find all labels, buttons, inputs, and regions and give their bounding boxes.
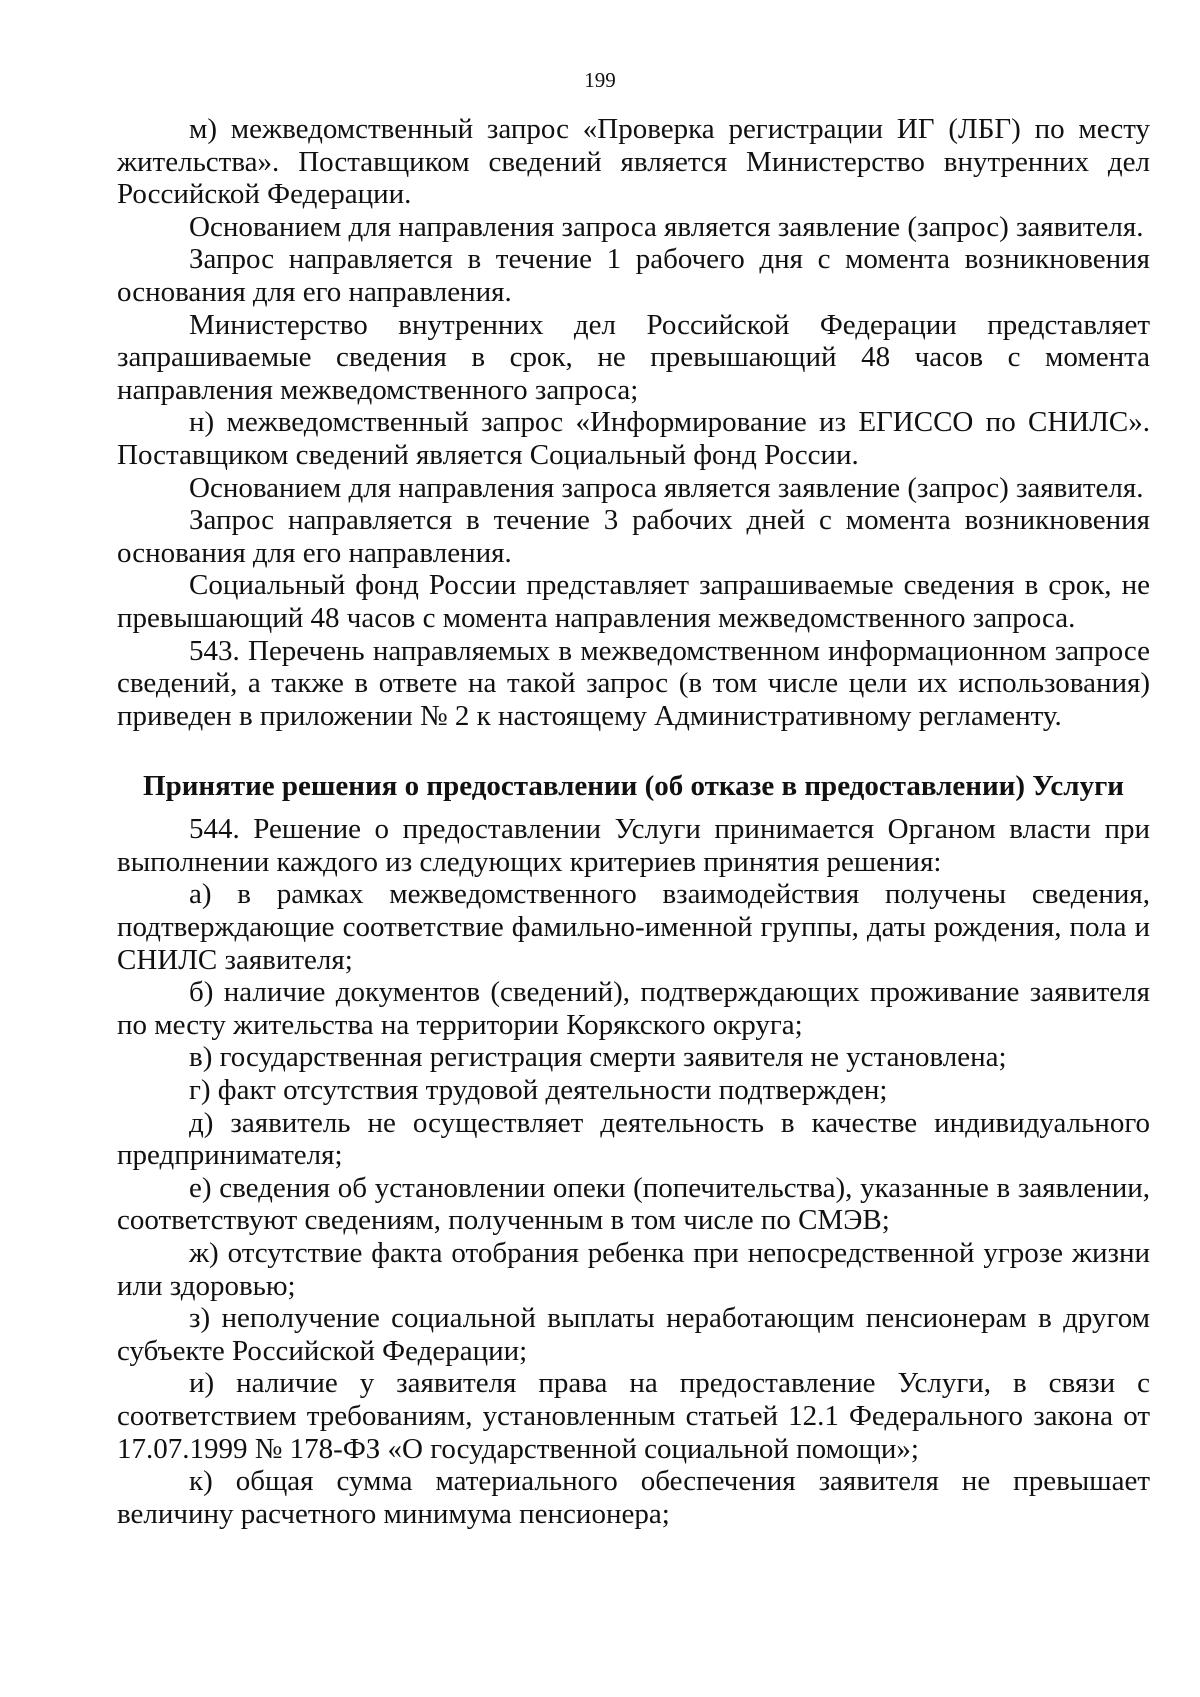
paragraph-basis-m: Основанием для направления запроса является заявление (запрос) заявителя. [189,210,1144,243]
paragraph-item-n: н) межведомственный запрос «Информирование из ЕГИССО по СНИЛС». Поставщиком сведений является Социальный фонд России. [117,406,1150,471]
criterion-e: е) сведения об установлении опеки (попечительства), указанные в заявлении, соответствуют сведениям, полученным в том числе по СМЭВ; [117,1171,1150,1237]
criterion-zh: ж) отсутствие факта отобрания ребенка при непосредственной угрозе жизни или здоровью; [117,1237,1150,1302]
criterion-v: в) государственная регистрация смерти заявителя не установлена; [189,1041,1007,1074]
criterion-b: б) наличие документов (сведений), подтверждающих проживание заявителя по месту жительства на территории Корякского округа; [117,976,1150,1041]
paragraph-544: 544. Решение о предоставлении Услуги принимается Органом власти при выполнении каждого из следующих критериев принятия решения: [117,813,1150,878]
paragraph-543: 543. Перечень направляемых в межведомственном информационном запросе сведений, а также в ответе на такой запрос (в том числе цели их использования) приведен в приложении № 2 к настоящему Административному регламенту. [117,634,1150,732]
paragraph-item-m: м) межведомственный запрос «Проверка регистрации ИГ (ЛБГ) по месту жительства». Поставщиком сведений является Министерство внутренних дел Российской Федерации. [117,113,1150,211]
paragraph-response-n: Социальный фонд России представляет запрашиваемые сведения в срок, не превышающий 48 часов с момента направления межведомственного запроса. [117,569,1150,634]
page-number: 199 [584,68,616,92]
section-heading: Принятие решения о предоставлении (об отказе в предоставлении) Услуги [143,770,1124,803]
document-body [117,113,1150,1530]
criterion-g: г) факт отсутствия трудовой деятельности подтвержден; [189,1074,888,1107]
paragraph-response-m: Министерство внутренних дел Российской Федерации представляет запрашиваемые сведения в срок, не превышающий 48 часов с момента направления межведомственного запроса; [117,308,1150,406]
paragraph-timing-m: Запрос направляется в течение 1 рабочего дня с момента возникновения основания для его направления. [117,243,1150,308]
criterion-k: к) общая сумма материального обеспечения заявителя не превышает величину расчетного минимума пенсионера; [117,1465,1150,1530]
criterion-d: д) заявитель не осуществляет деятельность в качестве индивидуального предпринимателя; [117,1106,1150,1172]
criterion-z: з) неполучение социальной выплаты неработающим пенсионерам в другом субъекте Российской Федерации; [117,1302,1150,1367]
criterion-a: а) в рамках межведомственного взаимодействия получены сведения, подтверждающие соответствие фамильно-именной группы, даты рождения, пола и СНИЛС заявителя; [117,878,1150,976]
criterion-i: и) наличие у заявителя права на предоставление Услуги, в связи с соответствием требованиям, установленным статьей 12.1 Федерального закона от 17.07.1999 № 178-ФЗ «О государственной социальной помощи»; [117,1367,1150,1465]
paragraph-basis-n: Основанием для направления запроса является заявление (запрос) заявителя. [189,471,1144,504]
paragraph-timing-n: Запрос направляется в течение 3 рабочих дней с момента возникновения основания для его направления. [117,504,1150,569]
